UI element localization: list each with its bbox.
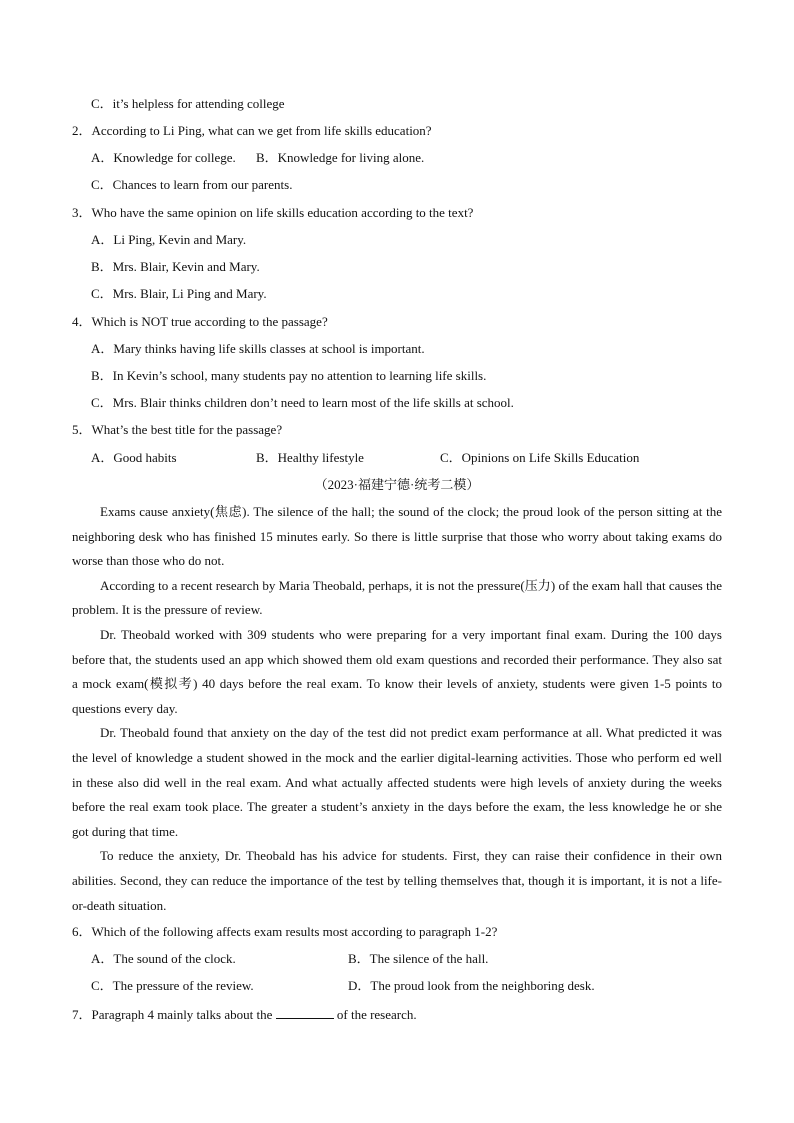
q3-option-a: A．Li Ping, Kevin and Mary. <box>91 232 247 247</box>
q3-option-b: B．Mrs. Blair, Kevin and Mary. <box>91 259 260 274</box>
q4-option-b: B．In Kevin’s school, many students pay no attention to learning life skills. <box>91 368 487 383</box>
q2-option-a: A．Knowledge for college. <box>91 150 236 165</box>
q4-option-a: A．Mary thinks having life skills classes at school is important. <box>91 341 425 356</box>
q1-option-c: C．it’s helpless for attending college <box>91 96 285 111</box>
q6-option-a: A．The sound of the clock. <box>91 951 236 966</box>
passage-paragraph-1: Exams cause anxiety(焦虑). The silence of the hall; the sound of the clock; the proud look of the person sitting at the neighboring desk who has finished 15 minutes early. So there is little surprise that those who worry about taking exams do worse than those who do not. <box>72 504 722 569</box>
passage-paragraph-5: To reduce the anxiety, Dr. Theobald has his advice for students. First, they can raise their confidence in their own abilities. Second, they can reduce the importance of the test by telling themselves that, though it is important, it is not a life-or-death situation. <box>72 848 722 913</box>
source-label: （2023·福建宁德·统考二模） <box>314 477 480 492</box>
q6-option-d: D．The proud look from the neighboring desk. <box>348 978 595 993</box>
q4-option-c: C．Mrs. Blair thinks children don’t need to learn most of the life skills at school. <box>91 395 514 410</box>
q2-option-c: C．Chances to learn from our parents. <box>91 177 293 192</box>
q7-stem-before: 7．Paragraph 4 mainly talks about the <box>72 1007 273 1022</box>
q6-option-b: B．The silence of the hall. <box>348 951 489 966</box>
reading-passage <box>72 500 722 918</box>
q7-answer-blank <box>276 1006 334 1019</box>
q5-option-c: C．Opinions on Life Skills Education <box>440 450 640 465</box>
passage-paragraph-3: Dr. Theobald worked with 309 students who were preparing for a very important final exam. During the 100 days before that, the students used an app which showed them old exam questions and recorded their performance. They also sat a mock exam(模拟考) 40 days before the real exam. To know their levels of anxiety, students were given 1-5 points to questions every day. <box>72 626 722 716</box>
q3-stem: 3．Who have the same opinion on life skills education according to the text? <box>72 205 474 220</box>
q3-option-c: C．Mrs. Blair, Li Ping and Mary. <box>91 286 267 301</box>
q7-stem-after: of the research. <box>336 1007 417 1022</box>
q5-stem: 5．What’s the best title for the passage? <box>72 422 283 437</box>
q2-option-b: B．Knowledge for living alone. <box>256 150 425 165</box>
q4-stem: 4．Which is NOT true according to the passage? <box>72 314 328 329</box>
q5-option-b: B．Healthy lifestyle <box>256 450 364 465</box>
q7-stem <box>72 1006 417 1023</box>
q6-stem: 6．Which of the following affects exam results most according to paragraph 1-2? <box>72 924 498 939</box>
passage-paragraph-4: Dr. Theobald found that anxiety on the day of the test did not predict exam performance at all. What predicted it was the level of knowledge a student showed in the mock and the earlier digital-learning activities. Those who perform ed well in these also did well in the real exam. And what actually affected students were high levels of anxiety during the weeks before the real exam took place. The greater a student’s anxiety in the days before the exam, the less knowledge he or she got during that time. <box>72 725 722 839</box>
q6-option-c: C．The pressure of the review. <box>91 978 254 993</box>
passage-paragraph-2: According to a recent research by Maria Theobald, perhaps, it is not the pressure(压力) of the exam hall that causes the problem. It is the pressure of review. <box>72 577 722 618</box>
q2-stem: 2．According to Li Ping, what can we get from life skills education? <box>72 123 432 138</box>
q5-option-a: A．Good habits <box>91 450 177 465</box>
